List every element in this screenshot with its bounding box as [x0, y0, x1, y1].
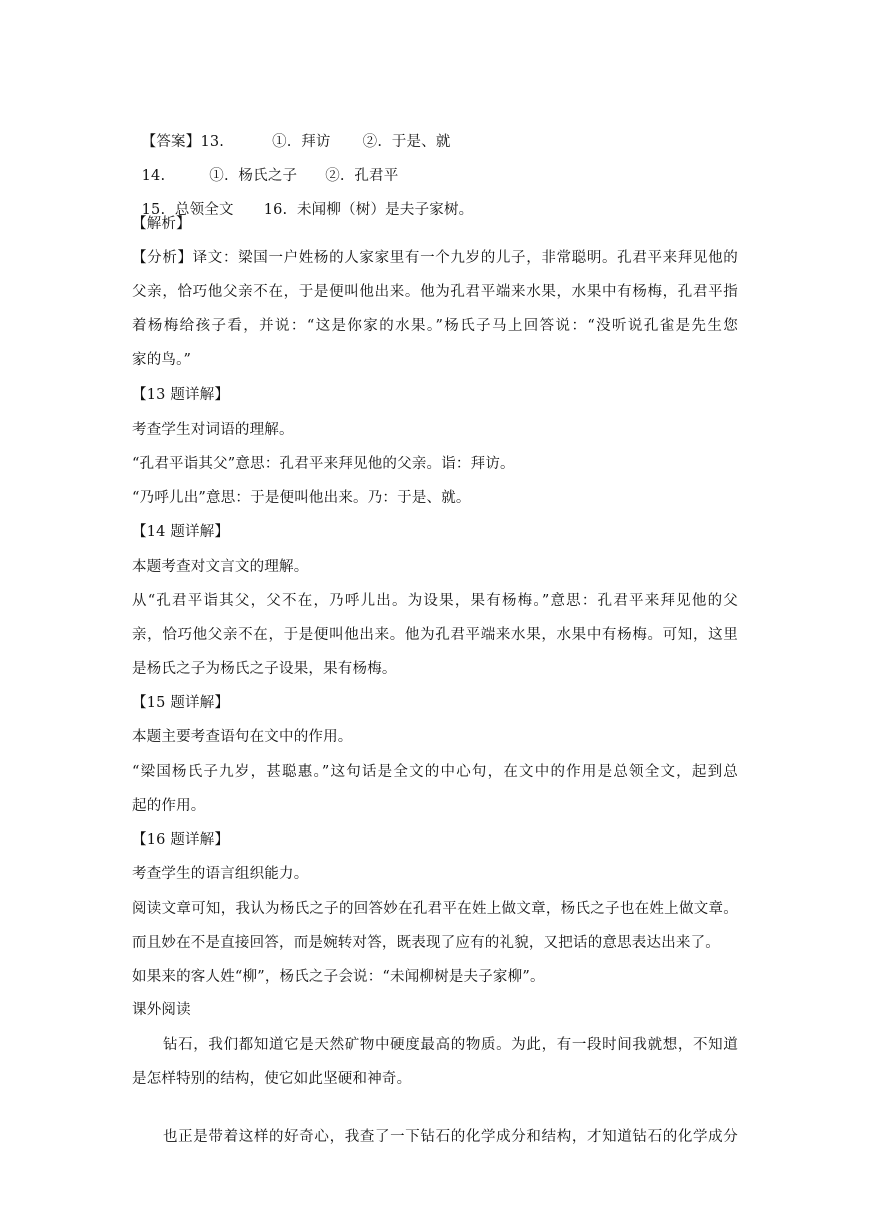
reading-heading: 课外阅读 — [132, 1002, 191, 1018]
q13-option-2: ②. 于是、就 — [362, 134, 451, 150]
q16-answer: 16. 未闻柳（树）是夫子家树。 — [263, 202, 474, 218]
q15-answer: 15. 总领全文 — [141, 202, 234, 218]
q15-line: “梁国杨氏子九岁，甚聪惠。”这句话是全文的中心句，在文中的作用是总领全文，起到总 — [132, 764, 738, 780]
reading-line: 钻石，我们都知道它是天然矿物中硬度最高的物质。为此，有一段时间我就想，不知道 — [163, 1037, 738, 1053]
q14-line: 亲，恰巧他父亲不在，于是便叫他出来。他为孔君平端来水果，水果中有杨梅。可知，这里 — [132, 627, 738, 643]
analysis-line: 着杨梅给孩子看，并说：“这是你家的水果。”杨氏子马上回答说：“没听说孔雀是先生您 — [132, 318, 738, 334]
q16-line: 考查学生的语言组织能力。 — [132, 866, 309, 882]
q13-heading: 【13 题详解】 — [132, 387, 230, 403]
q16-line: 如果来的客人姓“柳”，杨氏之子会说：“未闻柳树是夫子家柳”。 — [132, 969, 545, 985]
q14-number: 14. — [141, 168, 166, 184]
reading-line: 是怎样特别的结构，使它如此坚硬和神奇。 — [132, 1071, 412, 1087]
reading-line: 也正是带着这样的好奇心，我查了一下钻石的化学成分和结构，才知道钻石的化学成分 — [163, 1129, 738, 1145]
q15-line: 起的作用。 — [132, 798, 206, 814]
q16-heading: 【16 题详解】 — [132, 832, 230, 848]
q15-line: 本题主要考查语句在文中的作用。 — [132, 729, 353, 745]
q13-line: 考查学生对词语的理解。 — [132, 422, 294, 438]
analysis-line: 父亲，恰巧他父亲不在，于是便叫他出来。他为孔君平端来水果，水果中有杨梅，孔君平指 — [132, 284, 738, 300]
q16-line: 阅读文章可知，我认为杨氏之子的回答妙在孔君平在姓上做文章，杨氏之子也在姓上做文章。 — [132, 901, 738, 917]
analysis-line: 家的鸟。” — [132, 352, 192, 368]
q14-option-2: ②. 孔君平 — [325, 168, 399, 184]
q14-line: 本题考查对文言文的理解。 — [132, 559, 309, 575]
q13-option-1: ①. 拜访 — [272, 134, 331, 150]
q14-line: 从“孔君平诣其父，父不在，乃呼儿出。为设果，果有杨梅。”意思：孔君平来拜见他的父 — [132, 593, 738, 609]
q13-line: “乃呼儿出”意思：于是便叫他出来。乃：于是、就。 — [132, 490, 471, 506]
analysis-line: 【分析】译文：梁国一户姓杨的人家家里有一个九岁的儿子，非常聪明。孔君平来拜见他的 — [132, 250, 738, 266]
q14-option-1: ①. 杨氏之子 — [209, 168, 298, 184]
q15-heading: 【15 题详解】 — [132, 695, 230, 711]
answer-tag: 【答案】 — [141, 134, 201, 150]
q13-line: “孔君平诣其父”意思：孔君平来拜见他的父亲。诣：拜访。 — [132, 456, 515, 472]
q13-number: 13. — [200, 134, 225, 150]
q16-line: 而且妙在不是直接回答，而是婉转对答，既表现了应有的礼貌，又把话的意思表达出来了。 — [132, 935, 720, 951]
q14-heading: 【14 题详解】 — [132, 524, 230, 540]
analysis-heading: 【解析】 — [132, 216, 191, 232]
q14-line: 是杨氏之子为杨氏之子设果，果有杨梅。 — [132, 661, 397, 677]
